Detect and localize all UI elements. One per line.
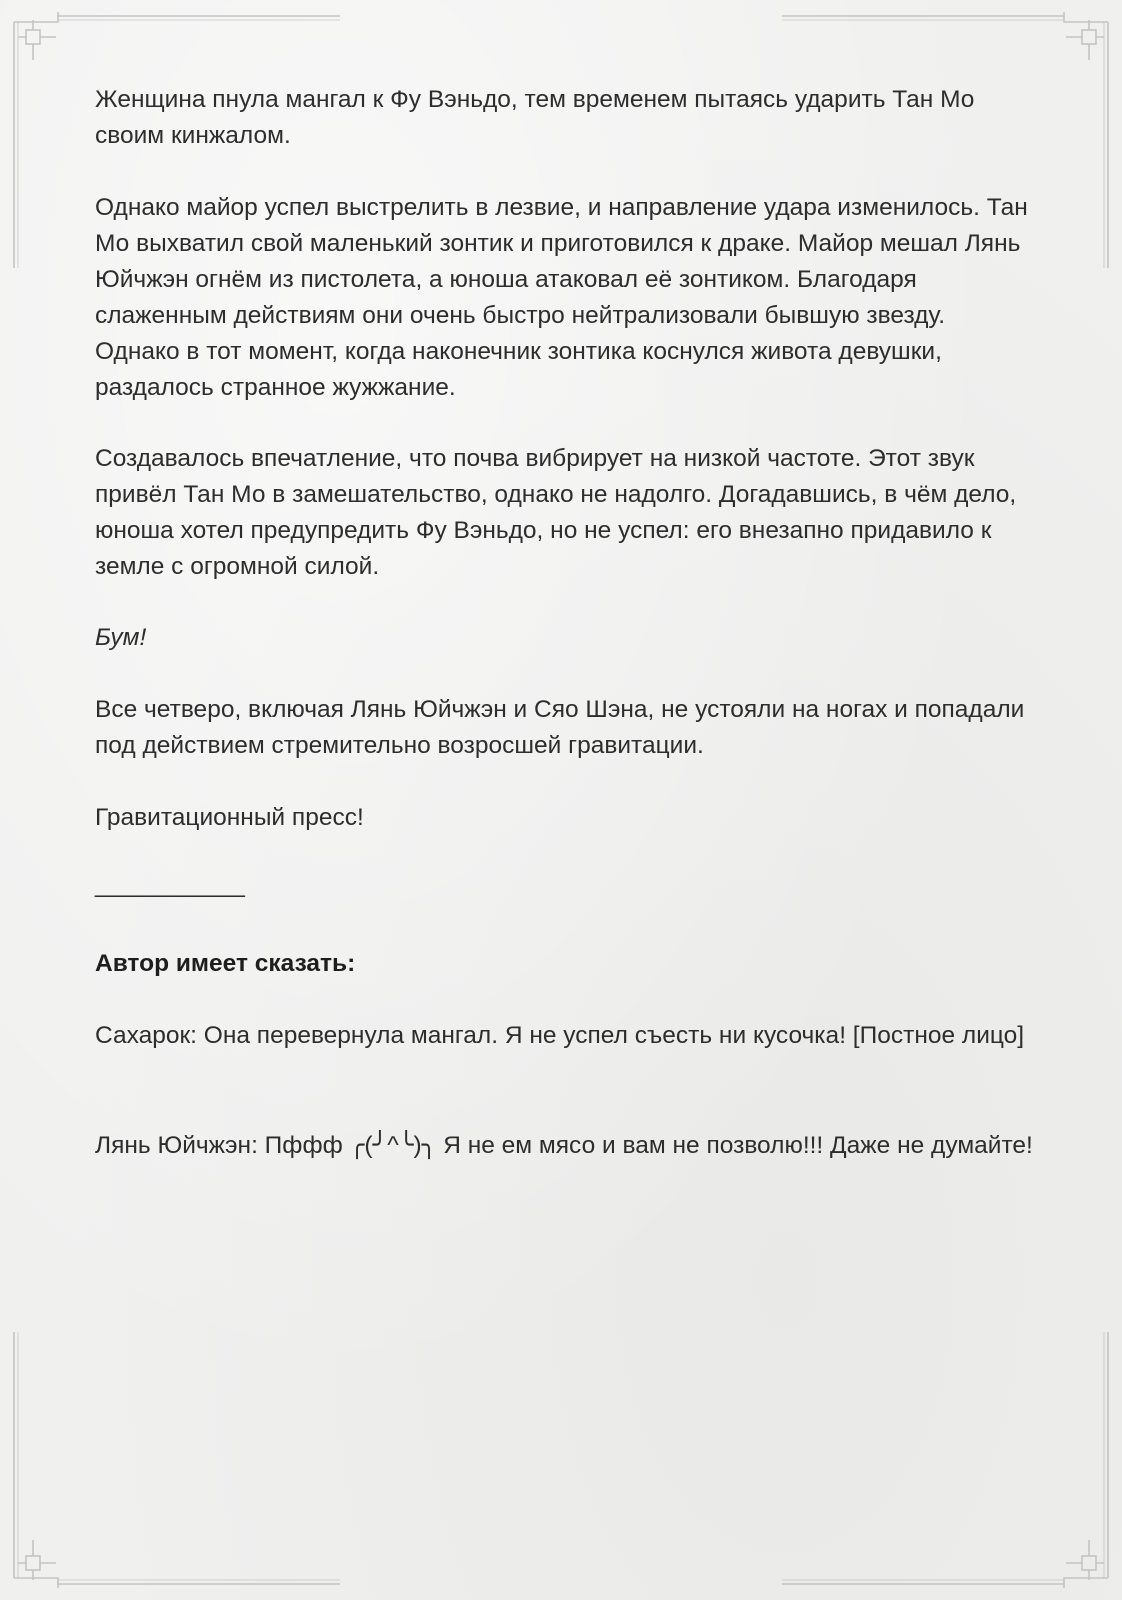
author-note-heading: Автор имеет сказать: xyxy=(95,950,356,977)
author-note-line-2: Лянь Юйчжэн: Пффф ╭(╯^╰)╮ Я не ем мясо и вам не позволю!!! Даже не думайте! xyxy=(95,1132,1033,1159)
paragraph-1: Женщина пнула мангал к Фу Вэньдо, тем временем пытаясь ударить Тан Мо своим кинжалом. xyxy=(95,86,982,149)
paragraph-3: Создавалось впечатление, что почва вибрирует на низкой частоте. Этот звук привёл Тан Мо в замешательство, однако не надолго. Догадавшись, в чём дело, юноша хотел предупредить Фу Вэньдо, но не успел: его внезапно придавило к земле с огромной силой. xyxy=(95,445,1024,580)
paragraph-2: Однако майор успел выстрелить в лезвие, и направление удара изменилось. Тан Мо выхватил свой маленький зонтик и приготовился к драке. Майор мешал Лянь Юйчжэн огнём из пистолета, а юноша атаковал её зонтиком. Благодаря слаженным действиям они очень быстро нейтрализовали бывшую звезду. Однако в тот момент, когда наконечник зонтика коснулся живота девушки, раздалось странное жужжание. xyxy=(95,194,1035,401)
paragraph-gravity-press: Гравитационный пресс! xyxy=(95,804,364,831)
separator-line: ___________ xyxy=(95,871,245,898)
paragraph-boom: Бум! xyxy=(95,624,147,651)
paragraph-5: Все четверо, включая Лянь Юйчжэн и Сяо Шэна, не устояли на ногах и попадали под действием стремительно возросшей гравитации. xyxy=(95,696,1032,759)
author-note-line-1: Сахарок: Она перевернула мангал. Я не успел съесть ни кусочка! [Постное лицо] xyxy=(95,1022,1025,1049)
